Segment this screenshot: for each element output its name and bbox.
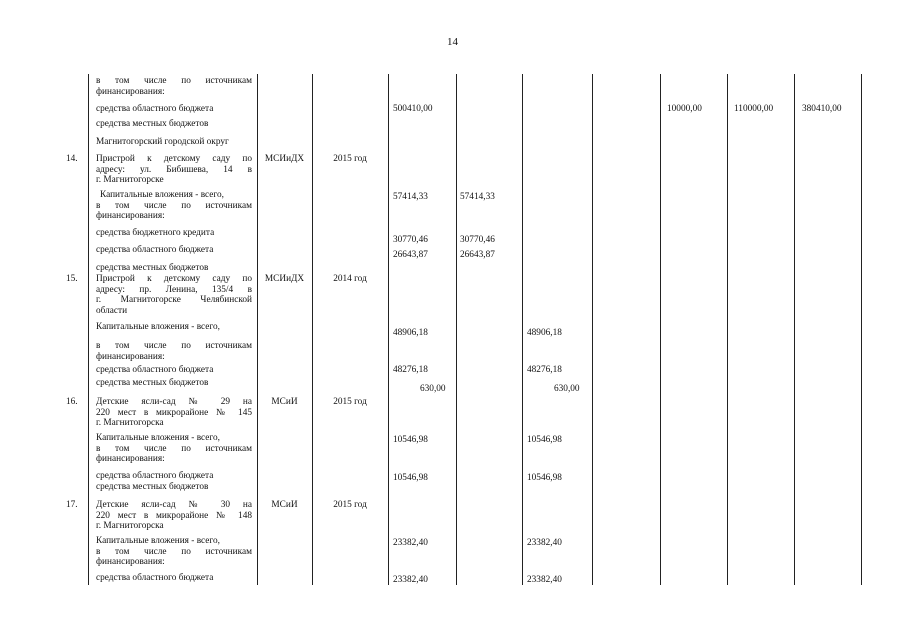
row-text-line: средства областного бюджета	[96, 573, 214, 583]
value-cell: 10546,98	[527, 435, 562, 445]
value-cell: 57414,33	[393, 192, 428, 202]
value-cell: 26643,87	[460, 250, 495, 260]
row-text-line: средства местных бюджетов	[96, 119, 209, 129]
table-row	[96, 471, 252, 492]
table-row	[96, 154, 252, 186]
section-header	[96, 137, 252, 148]
value-cell: 110000,00	[734, 104, 774, 114]
row-number: 17.	[66, 500, 78, 510]
customer-cell: МСИиДХ	[264, 274, 305, 284]
column-border	[592, 74, 593, 585]
row-text-line: г. Магнитогорске	[96, 175, 164, 186]
row-text-line: Детские ясли-сад № 29 на	[96, 397, 252, 407]
value-cell: 23382,40	[393, 575, 428, 585]
row-text-line: Капитальные вложения - всего,	[100, 190, 224, 200]
table-row	[96, 500, 252, 532]
column-border	[456, 74, 457, 585]
column-border	[522, 74, 523, 585]
row-text-line: Капитальные вложения - всего,	[96, 322, 220, 332]
row-text-line: Пристрой к детскому саду по	[96, 274, 252, 284]
table-row	[96, 397, 252, 429]
row-text-line: финансирования:	[96, 454, 165, 465]
value-cell: 10546,98	[527, 473, 562, 483]
value-cell: 500410,00	[393, 104, 433, 114]
table-row	[96, 573, 252, 584]
value-cell: 10000,00	[667, 104, 702, 114]
value-cell: 23382,40	[527, 575, 562, 585]
row-text-line: Магнитогорский городской округ	[96, 137, 229, 147]
row-text-line: адресу: пр. Ленина, 135/4 в	[96, 284, 252, 295]
row-text-line: г. Магнитогорска	[96, 521, 164, 532]
row-text-line: в том числе по источникам	[96, 443, 252, 454]
table-row	[96, 378, 252, 389]
value-cell: 48906,18	[527, 328, 562, 338]
row-text-line: средства областного бюджета	[96, 104, 214, 114]
row-text-line: в том числе по источникам	[96, 341, 252, 351]
table-row	[96, 433, 252, 465]
value-cell: 48906,18	[393, 328, 428, 338]
column-border	[794, 74, 795, 585]
customer-cell: МСИиДХ	[264, 154, 305, 164]
row-text-line: финансирования:	[96, 86, 165, 97]
table-row	[96, 245, 252, 256]
column-border	[727, 74, 728, 585]
row-text-line: Детские ясли-сад № 30 на	[96, 500, 252, 510]
value-cell: 48276,18	[393, 365, 428, 375]
table-row	[96, 190, 252, 222]
column-border	[388, 74, 389, 585]
row-text-line: средства областного бюджета	[96, 245, 214, 255]
value-cell: 48276,18	[527, 365, 562, 375]
row-text-line: средства областного бюджета	[96, 471, 214, 481]
year-cell: 2015 год	[333, 154, 367, 164]
table-row	[96, 104, 252, 115]
row-text-line: средства местных бюджетов	[96, 263, 209, 273]
row-text-line: средства областного бюджета	[96, 365, 214, 375]
value-cell: 630,00	[554, 384, 580, 394]
row-text-line: финансирования:	[96, 211, 165, 222]
row-text-line: средства бюджетного кредита	[96, 228, 215, 238]
table-row	[96, 365, 252, 376]
row-number: 15.	[66, 274, 78, 284]
row-text-line: Капитальные вложения - всего,	[96, 433, 220, 443]
row-text-line: средства местных бюджетов	[96, 481, 209, 492]
value-cell: 26643,87	[393, 250, 428, 260]
row-text-line: Капитальные вложения - всего,	[96, 536, 220, 546]
customer-cell: МСиИ	[271, 397, 298, 407]
row-text-line: г. Магнитогорске Челябинской	[96, 295, 252, 306]
column-border	[861, 74, 862, 585]
value-cell: 23382,40	[393, 538, 428, 548]
row-text-line: 220 мест в микрорайоне № 148	[96, 510, 252, 521]
value-cell: 10546,98	[393, 473, 428, 483]
table-row	[96, 341, 252, 362]
row-number: 14.	[66, 154, 78, 164]
value-cell: 30770,46	[460, 235, 495, 245]
table-row	[96, 119, 252, 130]
table-row	[96, 263, 252, 274]
row-text-line: в том числе по источникам	[96, 546, 252, 557]
table-row	[96, 274, 252, 316]
table-row	[96, 322, 252, 333]
column-border	[88, 74, 89, 585]
row-text-line: г. Магнитогорска	[96, 418, 164, 429]
row-text-line: Пристрой к детскому саду по	[96, 154, 252, 164]
row-text-line: в том числе по источникам	[96, 76, 252, 86]
row-text-line: средства местных бюджетов	[96, 378, 209, 388]
value-cell: 10546,98	[393, 435, 428, 445]
value-cell: 57414,33	[460, 192, 495, 202]
row-text-line: области	[96, 305, 128, 316]
value-cell: 23382,40	[527, 538, 562, 548]
row-text-line: финансирования:	[96, 351, 165, 362]
year-cell: 2014 год	[333, 274, 367, 284]
row-text-line: в том числе по источникам	[96, 200, 252, 211]
column-border	[660, 74, 661, 585]
value-cell: 380410,00	[802, 104, 842, 114]
table-row	[96, 536, 252, 568]
page-number: 14	[447, 36, 458, 48]
table-row	[96, 228, 252, 239]
value-cell: 630,00	[420, 384, 446, 394]
value-cell: 30770,46	[393, 235, 428, 245]
row-number: 16.	[66, 397, 78, 407]
row-text-line: 220 мест в микрорайоне № 145	[96, 407, 252, 418]
table-row	[96, 76, 252, 97]
year-cell: 2015 год	[333, 397, 367, 407]
row-text-line: адресу: ул. Бибишева, 14 в	[96, 164, 252, 175]
row-text-line: финансирования:	[96, 557, 165, 568]
customer-cell: МСиИ	[271, 500, 298, 510]
year-cell: 2015 год	[333, 500, 367, 510]
